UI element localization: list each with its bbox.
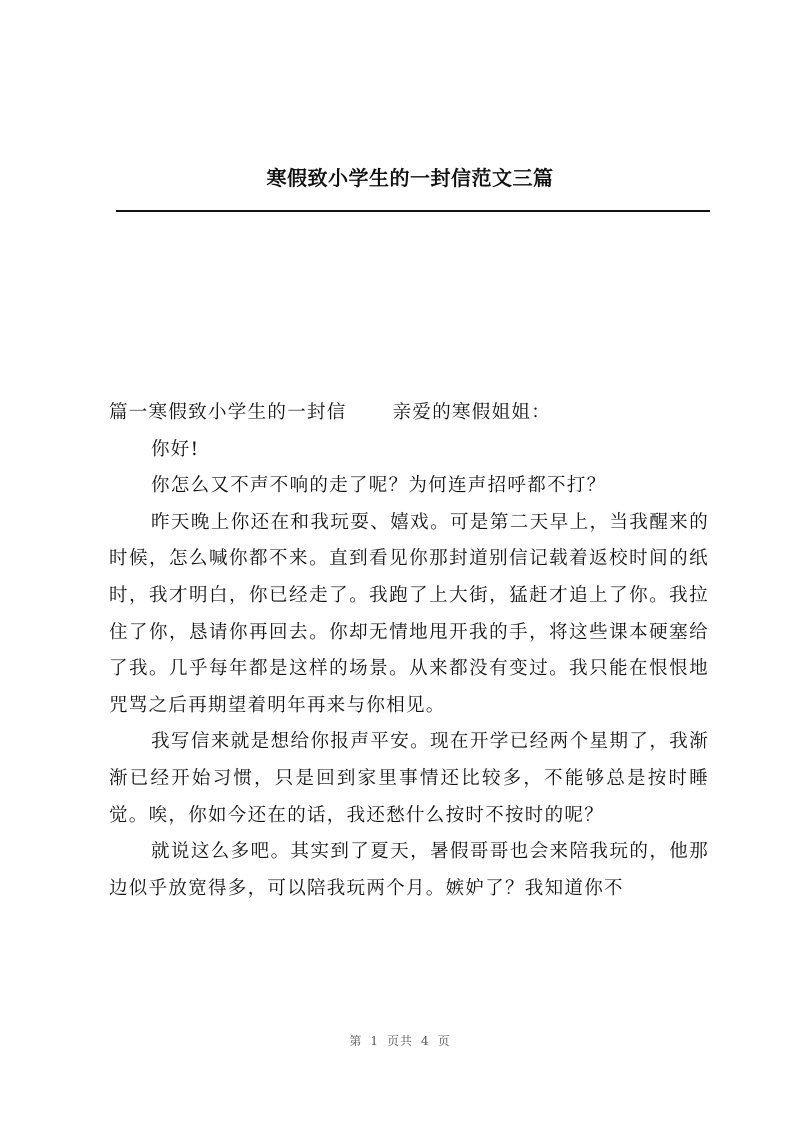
paragraph-closing: 就说这么多吧。其实到了夏天，暑假哥哥也会来陪我玩的，他那边似乎放宽得多，可以陪我玩两个月。嫉妒了？我知道你不	[109, 841, 709, 899]
document-title: 寒假致小学生的一封信范文三篇	[266, 166, 554, 190]
document-body	[109, 395, 709, 907]
paragraph-report: 我写信来就是想给你报声平安。现在开学已经两个星期了，我渐渐已经开始习惯，只是回到家里事情还比较多，不能够总是按时睡觉。唉，你如今还在的话，我还愁什么按时不按时的呢？	[109, 731, 709, 826]
section-heading: 篇一寒假致小学生的一封信	[109, 402, 347, 423]
total-pages-number: 4	[421, 1034, 430, 1048]
footer-prefix: 第	[349, 1034, 363, 1048]
paragraph-question: 你怎么又不声不响的走了呢？为何连声招呼都不打？	[151, 475, 607, 497]
page-footer	[0, 1032, 800, 1049]
salutation: 亲爱的寒假姐姐：	[392, 402, 552, 423]
footer-mid: 页共	[386, 1034, 413, 1048]
heading-line	[109, 395, 709, 432]
footer-suffix: 页	[437, 1034, 451, 1048]
current-page-number: 1	[370, 1034, 379, 1048]
paragraph-yesterday: 昨天晚上你还在和我玩耍、嬉戏。可是第二天早上，当我醒来的时候，怎么喊你都不来。直到看见你那封道别信记载着返校时间的纸时，我才明白，你已经走了。我跑了上大街，猛赶才追上了你。我拉住了你，恳请你再回去。你却无情地甩开我的手，将这些课本硬塞给了我。几乎每年都是这样的场景。从来都没有变过。我只能在恨恨地咒骂之后再期望着明年再来与你相见。	[109, 511, 709, 716]
title-underline	[116, 210, 710, 212]
paragraph-greeting: 你好!	[151, 438, 200, 460]
